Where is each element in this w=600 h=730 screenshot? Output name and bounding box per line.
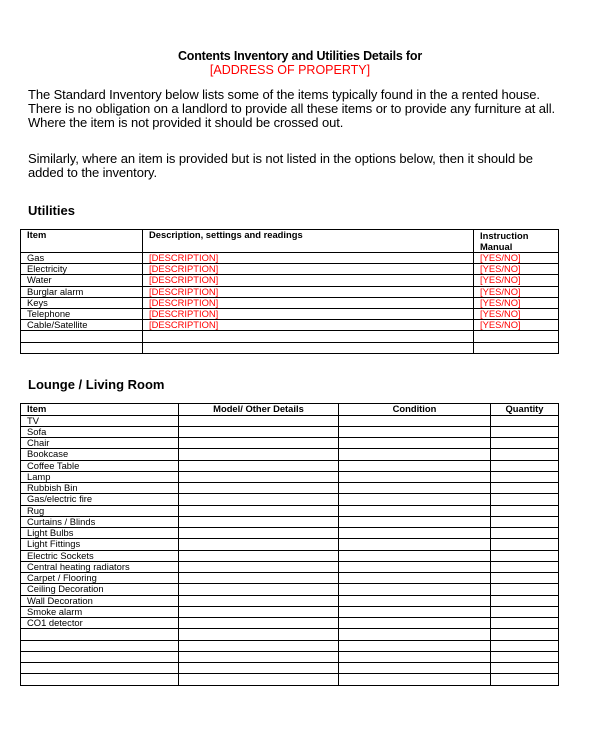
condition-cell[interactable]: [339, 528, 491, 539]
lounge-row: [21, 471, 559, 482]
lounge-item-name: Sofa: [21, 426, 179, 437]
blank-cell[interactable]: [339, 651, 491, 662]
lounge-row: [21, 618, 559, 629]
model-details-cell[interactable]: [179, 561, 339, 572]
lounge-blank-row: [21, 674, 559, 685]
utilities-col-instruction-manual: [474, 230, 559, 253]
utility-description-placeholder: [DESCRIPTION]: [143, 308, 474, 319]
quantity-cell[interactable]: [491, 483, 559, 494]
condition-cell[interactable]: [339, 561, 491, 572]
lounge-item-name: CO1 detector: [21, 618, 179, 629]
blank-cell[interactable]: [21, 342, 143, 353]
utility-manual-placeholder: [YES/NO]: [474, 253, 559, 264]
quantity-cell[interactable]: [491, 573, 559, 584]
utility-description-placeholder: [DESCRIPTION]: [143, 320, 474, 331]
quantity-cell[interactable]: [491, 539, 559, 550]
manual-label: Manual: [480, 241, 513, 252]
utilities-row: [21, 275, 559, 286]
condition-cell[interactable]: [339, 573, 491, 584]
model-details-cell[interactable]: [179, 573, 339, 584]
utility-item-name: Cable/Satellite: [21, 320, 143, 331]
blank-cell[interactable]: [474, 342, 559, 353]
lounge-row: [21, 494, 559, 505]
lounge-row: [21, 528, 559, 539]
lounge-row: [21, 460, 559, 471]
utility-description-placeholder: [DESCRIPTION]: [143, 286, 474, 297]
lounge-blank-row: [21, 629, 559, 640]
lounge-blank-row: [21, 640, 559, 651]
condition-cell[interactable]: [339, 449, 491, 460]
lounge-item-name: Rubbish Bin: [21, 483, 179, 494]
blank-cell[interactable]: [179, 674, 339, 685]
quantity-cell[interactable]: [491, 460, 559, 471]
lounge-row: [21, 438, 559, 449]
blank-cell[interactable]: [491, 629, 559, 640]
blank-cell[interactable]: [339, 629, 491, 640]
condition-cell[interactable]: [339, 584, 491, 595]
blank-cell[interactable]: [339, 674, 491, 685]
lounge-item-name: Ceiling Decoration: [21, 584, 179, 595]
lounge-item-name: Curtains / Blinds: [21, 516, 179, 527]
lounge-item-name: Bookcase: [21, 449, 179, 460]
blank-cell[interactable]: [179, 651, 339, 662]
quantity-cell[interactable]: [491, 595, 559, 606]
lounge-item-name: Light Bulbs: [21, 528, 179, 539]
model-details-cell[interactable]: [179, 426, 339, 437]
lounge-row: [21, 606, 559, 617]
condition-cell[interactable]: [339, 595, 491, 606]
model-details-cell[interactable]: [179, 550, 339, 561]
lounge-row: [21, 415, 559, 426]
lounge-item-name: TV: [21, 415, 179, 426]
lounge-row: [21, 426, 559, 437]
blank-cell[interactable]: [339, 663, 491, 674]
condition-cell[interactable]: [339, 483, 491, 494]
condition-cell[interactable]: [339, 494, 491, 505]
quantity-cell[interactable]: [491, 415, 559, 426]
intro-paragraph-1: The Standard Inventory below lists some of the items typically found in the a rented house. There is no obligation on a landlord to provide all these items or to provide any furniture at all. Where the item is not provided it should be crossed out.: [28, 87, 556, 130]
blank-cell[interactable]: [491, 651, 559, 662]
quantity-cell[interactable]: [491, 606, 559, 617]
blank-cell[interactable]: [179, 640, 339, 651]
utilities-heading: Utilities: [28, 203, 75, 218]
blank-cell[interactable]: [143, 342, 474, 353]
blank-cell[interactable]: [21, 651, 179, 662]
utilities-row: [21, 253, 559, 264]
utilities-blank-row: [21, 342, 559, 353]
lounge-row: [21, 584, 559, 595]
blank-cell[interactable]: [339, 640, 491, 651]
condition-cell[interactable]: [339, 516, 491, 527]
lounge-item-name: Lamp: [21, 471, 179, 482]
utility-item-name: Gas: [21, 253, 143, 264]
lounge-item-name: Chair: [21, 438, 179, 449]
utility-item-name: Telephone: [21, 308, 143, 319]
quantity-cell[interactable]: [491, 449, 559, 460]
lounge-row: [21, 550, 559, 561]
lounge-item-name: Coffee Table: [21, 460, 179, 471]
lounge-item-name: Carpet / Flooring: [21, 573, 179, 584]
utility-item-name: Burglar alarm: [21, 286, 143, 297]
quantity-cell[interactable]: [491, 426, 559, 437]
condition-cell[interactable]: [339, 550, 491, 561]
utility-manual-placeholder: [YES/NO]: [474, 297, 559, 308]
utilities-col-description: Description, settings and readings: [143, 230, 474, 253]
model-details-cell[interactable]: [179, 415, 339, 426]
lounge-item-name: Light Fittings: [21, 539, 179, 550]
condition-cell[interactable]: [339, 618, 491, 629]
utilities-col-item: Item: [21, 230, 143, 253]
utility-description-placeholder: [DESCRIPTION]: [143, 275, 474, 286]
blank-cell[interactable]: [143, 331, 474, 342]
lounge-col-condition: Condition: [339, 404, 491, 416]
quantity-cell[interactable]: [491, 584, 559, 595]
blank-cell[interactable]: [474, 331, 559, 342]
lounge-blank-row: [21, 651, 559, 662]
quantity-cell[interactable]: [491, 505, 559, 516]
model-details-cell[interactable]: [179, 505, 339, 516]
utilities-row: [21, 308, 559, 319]
utility-item-name: Water: [21, 275, 143, 286]
model-details-cell[interactable]: [179, 483, 339, 494]
quantity-cell[interactable]: [491, 516, 559, 527]
utility-description-placeholder: [DESCRIPTION]: [143, 253, 474, 264]
lounge-header-row: [21, 404, 559, 416]
model-details-cell[interactable]: [179, 516, 339, 527]
utility-item-name: Electricity: [21, 264, 143, 275]
utilities-row: [21, 320, 559, 331]
utilities-row: [21, 297, 559, 308]
blank-cell[interactable]: [21, 331, 143, 342]
model-details-cell[interactable]: [179, 471, 339, 482]
quantity-cell[interactable]: [491, 550, 559, 561]
model-details-cell[interactable]: [179, 584, 339, 595]
utility-manual-placeholder: [YES/NO]: [474, 275, 559, 286]
lounge-row: [21, 449, 559, 460]
lounge-row: [21, 539, 559, 550]
model-details-cell[interactable]: [179, 528, 339, 539]
model-details-cell[interactable]: [179, 438, 339, 449]
model-details-cell[interactable]: [179, 618, 339, 629]
utilities-blank-row: [21, 331, 559, 342]
lounge-col-item: Item: [21, 404, 179, 416]
utility-item-name: Keys: [21, 297, 143, 308]
blank-cell[interactable]: [491, 674, 559, 685]
lounge-item-name: Smoke alarm: [21, 606, 179, 617]
lounge-item-name: Central heating radiators: [21, 561, 179, 572]
lounge-item-name: Electric Sockets: [21, 550, 179, 561]
condition-cell[interactable]: [339, 539, 491, 550]
blank-cell[interactable]: [21, 640, 179, 651]
model-details-cell[interactable]: [179, 494, 339, 505]
lounge-row: [21, 505, 559, 516]
utilities-row: [21, 286, 559, 297]
lounge-table: [20, 403, 559, 686]
model-details-cell[interactable]: [179, 606, 339, 617]
lounge-row: [21, 561, 559, 572]
utilities-table: [20, 229, 559, 354]
model-details-cell[interactable]: [179, 539, 339, 550]
condition-cell[interactable]: [339, 438, 491, 449]
utility-description-placeholder: [DESCRIPTION]: [143, 264, 474, 275]
quantity-cell[interactable]: [491, 618, 559, 629]
quantity-cell[interactable]: [491, 561, 559, 572]
lounge-item-name: Wall Decoration: [21, 595, 179, 606]
condition-cell[interactable]: [339, 606, 491, 617]
utility-description-placeholder: [DESCRIPTION]: [143, 297, 474, 308]
blank-cell[interactable]: [179, 629, 339, 640]
utility-manual-placeholder: [YES/NO]: [474, 264, 559, 275]
lounge-heading: Lounge / Living Room: [28, 377, 165, 392]
blank-cell[interactable]: [491, 663, 559, 674]
utility-manual-placeholder: [YES/NO]: [474, 286, 559, 297]
condition-cell[interactable]: [339, 471, 491, 482]
lounge-row: [21, 595, 559, 606]
lounge-col-quantity: Quantity: [491, 404, 559, 416]
lounge-item-name: Rug: [21, 505, 179, 516]
condition-cell[interactable]: [339, 426, 491, 437]
blank-cell[interactable]: [179, 663, 339, 674]
utility-manual-placeholder: [YES/NO]: [474, 308, 559, 319]
condition-cell[interactable]: [339, 460, 491, 471]
blank-cell[interactable]: [21, 663, 179, 674]
lounge-row: [21, 516, 559, 527]
instruction-label: Instruction: [480, 230, 529, 241]
model-details-cell[interactable]: [179, 595, 339, 606]
intro-paragraph-2: Similarly, where an item is provided but is not listed in the options below, then it should be added to the inventory.: [28, 151, 533, 180]
address-placeholder: [ADDRESS OF PROPERTY]: [209, 63, 371, 77]
document-title: Contents Inventory and Utilities Details for: [177, 49, 422, 63]
model-details-cell[interactable]: [179, 449, 339, 460]
quantity-cell[interactable]: [491, 528, 559, 539]
blank-cell[interactable]: [491, 640, 559, 651]
utilities-row: [21, 264, 559, 275]
quantity-cell[interactable]: [491, 494, 559, 505]
lounge-row: [21, 483, 559, 494]
quantity-cell[interactable]: [491, 438, 559, 449]
quantity-cell[interactable]: [491, 471, 559, 482]
blank-cell[interactable]: [21, 629, 179, 640]
lounge-item-name: Gas/electric fire: [21, 494, 179, 505]
lounge-blank-row: [21, 663, 559, 674]
blank-cell[interactable]: [21, 674, 179, 685]
utility-manual-placeholder: [YES/NO]: [474, 320, 559, 331]
lounge-row: [21, 573, 559, 584]
lounge-col-model: Model/ Other Details: [179, 404, 339, 416]
utilities-header-row: [21, 230, 559, 253]
condition-cell[interactable]: [339, 505, 491, 516]
condition-cell[interactable]: [339, 415, 491, 426]
model-details-cell[interactable]: [179, 460, 339, 471]
